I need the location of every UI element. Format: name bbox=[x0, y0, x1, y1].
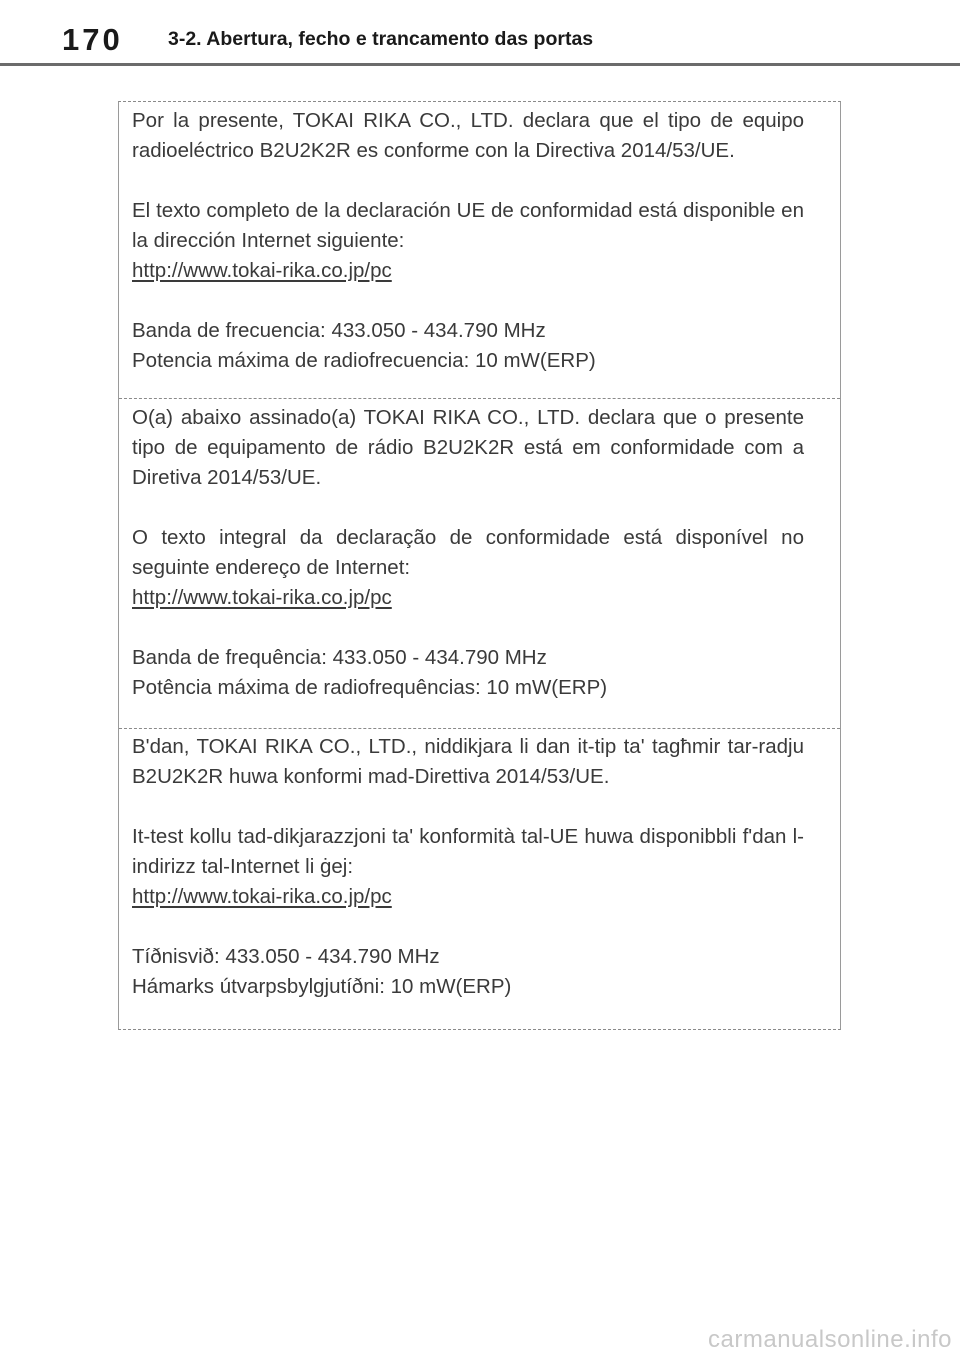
declaration-text: B'dan, TOKAI RIKA CO., LTD., niddikjara li dan it-tip ta' tagħmir tar-radju B2U2K2R huwa konformi mad-Direttiva 2014/53/UE. bbox=[132, 735, 804, 788]
full-text-notice: O texto integral da declaração de conformidade está disponível no seguinte endereço de Internet: bbox=[132, 526, 804, 579]
declaration-url-link[interactable]: http://www.tokai-rika.co.jp/pc bbox=[132, 885, 392, 908]
full-text-notice: It-test kollu tad-dikjarazzjoni ta' konformità tal-UE huwa disponibbli f'dan l-indirizz tal-Internet li ġej: bbox=[132, 825, 804, 878]
page-header bbox=[0, 0, 960, 66]
declaration-text: Por la presente, TOKAI RIKA CO., LTD. declara que el tipo de equipo radioeléctrico B2U2K2R es conforme con la Directiva 2014/53/UE. bbox=[132, 109, 804, 162]
watermark-text: carmanualsonline.info bbox=[708, 1326, 952, 1353]
max-power: Potência máxima de radiofrequências: 10 mW(ERP) bbox=[132, 676, 608, 699]
declaration-box bbox=[118, 101, 841, 1030]
declaration-url-link[interactable]: http://www.tokai-rika.co.jp/pc bbox=[132, 259, 392, 282]
header-divider bbox=[0, 63, 960, 66]
declaration-section-spanish bbox=[119, 102, 840, 398]
frequency-band: Banda de frecuencia: 433.050 - 434.790 MHz bbox=[132, 319, 546, 342]
declaration-section-portuguese bbox=[119, 398, 840, 728]
frequency-band: Tíðnisvið: 433.050 - 434.790 MHz bbox=[132, 945, 440, 968]
section-title: 3-2. Abertura, fecho e trancamento das portas bbox=[168, 28, 594, 50]
max-power: Hámarks útvarpsbylgjutíðni: 10 mW(ERP) bbox=[132, 975, 512, 998]
declaration-section-maltese bbox=[119, 728, 840, 1029]
declaration-url-link[interactable]: http://www.tokai-rika.co.jp/pc bbox=[132, 586, 392, 609]
max-power: Potencia máxima de radiofrecuencia: 10 mW(ERP) bbox=[132, 349, 596, 372]
declaration-text: O(a) abaixo assinado(a) TOKAI RIKA CO., LTD. declara que o presente tipo de equipamento de rádio B2U2K2R está em conformidade com a Diretiva 2014/53/UE. bbox=[132, 406, 804, 489]
page-number: 170 bbox=[62, 22, 123, 57]
full-text-notice: El texto completo de la declaración UE de conformidad está disponible en la dirección Internet siguiente: bbox=[132, 199, 804, 252]
frequency-band: Banda de frequência: 433.050 - 434.790 MHz bbox=[132, 646, 547, 669]
